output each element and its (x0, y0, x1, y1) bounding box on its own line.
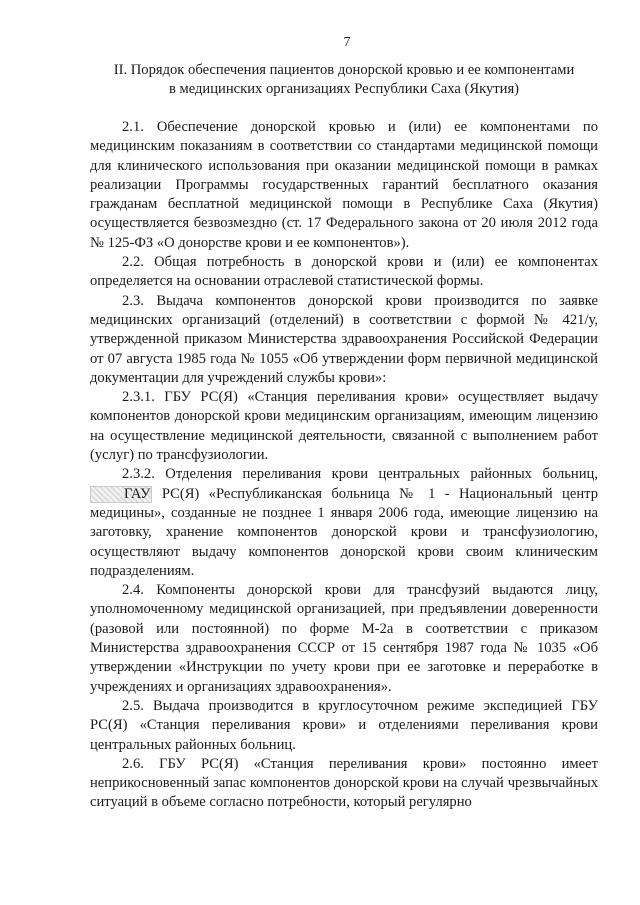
paragraph-2-3-2 (90, 465, 598, 581)
paragraph-2-4: 2.4. Компоненты донорской крови для трансфузий выдаются лицу, уполномоченному медицинской организацией, при предъявлении доверенности (разовой или постоянной) по форме М-2а в соответствии с приказом Министерства здравоохранения СССР от 15 сентября 1987 года № 1035 «Об утверждении «Инструкции по учету крови при ее заготовке и переработке в учреждениях и организациях здравоохранения». (90, 582, 598, 695)
paragraph-2-5: 2.5. Выдача производится в круглосуточном режиме экспедицией ГБУ РС(Я) «Станция переливания крови» и отделениями переливания крови центральных районных больниц. (90, 697, 598, 753)
paragraph-2-6: 2.6. ГБУ РС(Я) «Станция переливания крови» постоянно имеет неприкосновенный запас компонентов донорской крови на случай чрезвычайных ситуаций в объеме согласно потребности, который регулярно (90, 755, 598, 811)
organization-stamp: ГАУ (90, 486, 152, 503)
page-number: 7 (343, 34, 351, 49)
paragraph-2-3-2-rest: РС(Я) «Республиканская больница № 1 - Национальный центр медицины», созданные не позднее 1 января 2006 года, имеющие лицензию на заготовку, хранение компонентов донорской крови и трансфузиологию, осуществляют выдачу компонентов донорской крови своим клиническим подразделениям. (90, 485, 598, 579)
paragraph-2-3-2-start: 2.3.2. Отделения переливания крови центральных районных больниц, (122, 466, 598, 483)
paragraph-2-2: 2.2. Общая потребность в донорской крови и (или) ее компонентах определяется на основании отраслевой статистической формы. (90, 254, 598, 290)
section-heading-line-1: II. Порядок обеспечения пациентов донорской кровью и ее компонентами (113, 62, 575, 78)
section-heading (90, 61, 598, 99)
paragraph-2-3-1: 2.3.1. ГБУ РС(Я) «Станция переливания крови» осуществляет выдачу компонентов донорской крови медицинским организациям, имеющим лицензию на осуществление медицинской деятельности, связанной с выполнением работ (услуг) по трансфузиологии. (90, 389, 598, 464)
section-heading-line-2: в медицинских организациях Республики Саха (Якутия) (168, 81, 520, 97)
paragraph-2-1: 2.1. Обеспечение донорской кровью и (или) ее компонентами по медицинским показаниям в соответствии со стандартами медицинской помощи для клинического использования при оказании медицинской помощи в рамках реализации Программы государственных гарантий бесплатного оказания гражданам бесплатной медицинской помощи в Республике Саха (Якутия) осуществляется безвозмездно (ст. 17 Федерального закона от 20 июля 2012 года № 125-ФЗ «О донорстве крови и ее компонентов»). (90, 119, 598, 251)
paragraph-2-3: 2.3. Выдача компонентов донорской крови производится по заявке медицинских организаций (отделений) в соответствии с формой № 421/у, утвержденной приказом Министерства здравоохранения Российской Федерации от 07 августа 1985 года № 1055 «Об утверждении форм первичной медицинской документации для учреждений службы крови»: (90, 292, 598, 386)
